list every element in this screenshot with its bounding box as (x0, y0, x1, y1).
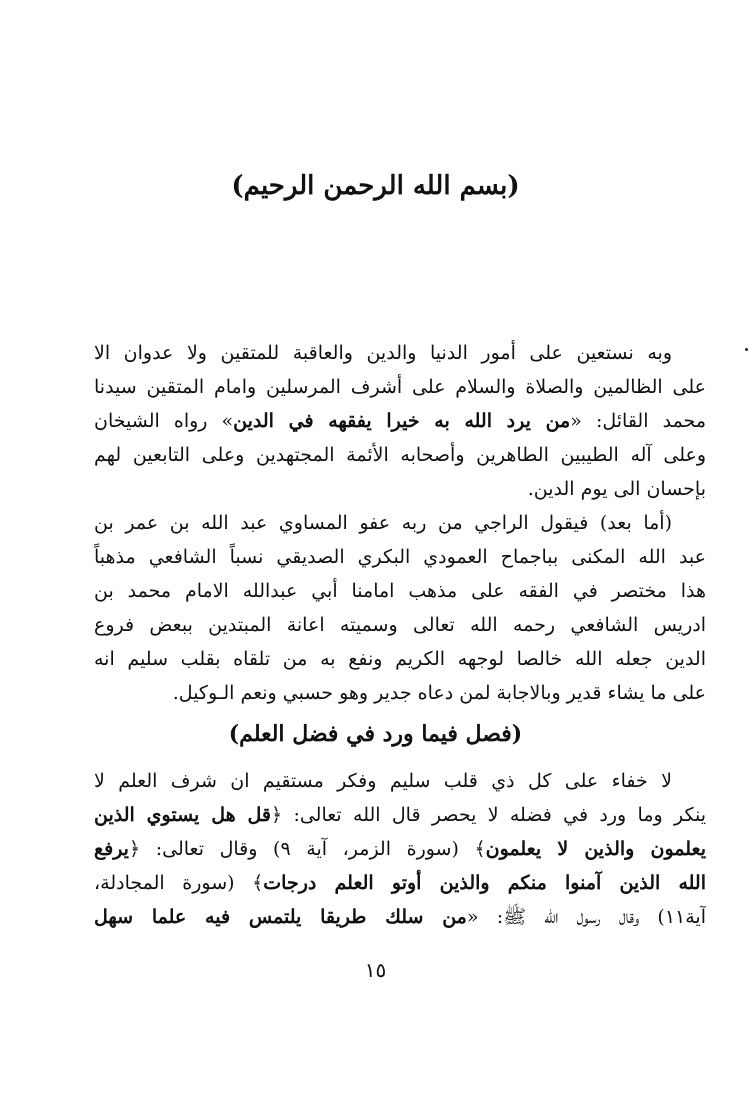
preface-line-3: هذا مختصر في الفقه على مذهب امامنا أبي عبدالله الامام محمد بن (94, 580, 706, 602)
preface-line-4: ادريس الشافعي رحمه الله تعالى وسميته اعانة المبتدين ببعض فروع (94, 614, 706, 636)
preface-paragraph (94, 506, 706, 710)
section-paragraph (94, 764, 706, 934)
margin-mark (745, 348, 748, 351)
section-line-2-text: ينكر وما ورد في فضله لا يحصر قال الله تعالى: ﴿ (271, 804, 706, 826)
preface-line-1: (أما بعد) فيقول الراجي من ربه عفو المساوي عبد الله بن عمر بن (94, 512, 672, 534)
preface-line-2: عبد الله المكنى بباجماح العمودي البكري الصديقي نسباً الشافعي مذهباً (94, 546, 706, 568)
quran-quote-1-start: قل هل يستوي الذين (94, 804, 271, 826)
section-line-3 (94, 832, 706, 866)
intro-line-3-suffix: » رواه الشيخان (94, 410, 234, 432)
section-line-1: لا خفاء على كل ذي قلب سليم وفكر مستقيم ان شرف العلم لا (94, 770, 672, 792)
intro-line-1: وبه نستعين على أمور الدنيا والدين والعاقبة للمتقين ولا عدوان الا (94, 342, 672, 364)
section-line-4-text: ﴾ (سورة المجادلة، (94, 872, 264, 894)
section-line-2 (94, 798, 706, 832)
intro-line-3-prefix: محمد القائل: « (570, 410, 706, 432)
preface-line-5: الدين جعله الله خالصا لوجهه الكريم ونفع به من تلقاه بقلب سليم انه (94, 648, 706, 670)
intro-line-4: وعلى آله الطيبين الطاهرين وأصحابه الأئمة المجتهدين وعلى التابعين لهم (94, 444, 706, 466)
hadith-quote: من يرد الله به خيرا يفقهه في الدين (233, 410, 571, 432)
preface-line-6: على ما يشاء قدير وبالاجابة لمن دعاه جدير وهو حسبي ونعم الـوكيل. (172, 682, 706, 704)
quran-quote-2-end: الله الذين آمنوا منكم والذين أوتو العلم درجات (263, 872, 706, 894)
quran-quote-2-start: يرفع (94, 838, 129, 860)
hadith-quote-2: من سلك طريقا يلتمس فيه علما سهل (94, 906, 467, 928)
quran-quote-1-end: يعلمون والذين لا يعلمون (485, 838, 706, 860)
section-line-3-text: ﴾ (سورة الزمر، آية ٩) وقال تعالى: ﴿ (128, 838, 486, 860)
intro-line-5: بإحسان الى يوم الدين. (527, 478, 706, 500)
intro-paragraph (94, 336, 706, 506)
section-line-4 (94, 866, 706, 900)
section-line-5 (94, 900, 706, 934)
intro-line-2: على الظالمين والصلاة والسلام على أشرف المرسلين وامام المتقين سيدنا (94, 376, 706, 398)
page-number: ١٥ (364, 958, 387, 982)
intro-line-3 (94, 404, 706, 438)
section-line-5-text: آية١١) وقال رسول الله ﷺ: « (466, 906, 706, 928)
section-heading: (فصل فيما ورد في فضل العلم) (228, 721, 523, 747)
basmala-heading: (بسم الله الرحمن الرحيم) (231, 171, 520, 201)
